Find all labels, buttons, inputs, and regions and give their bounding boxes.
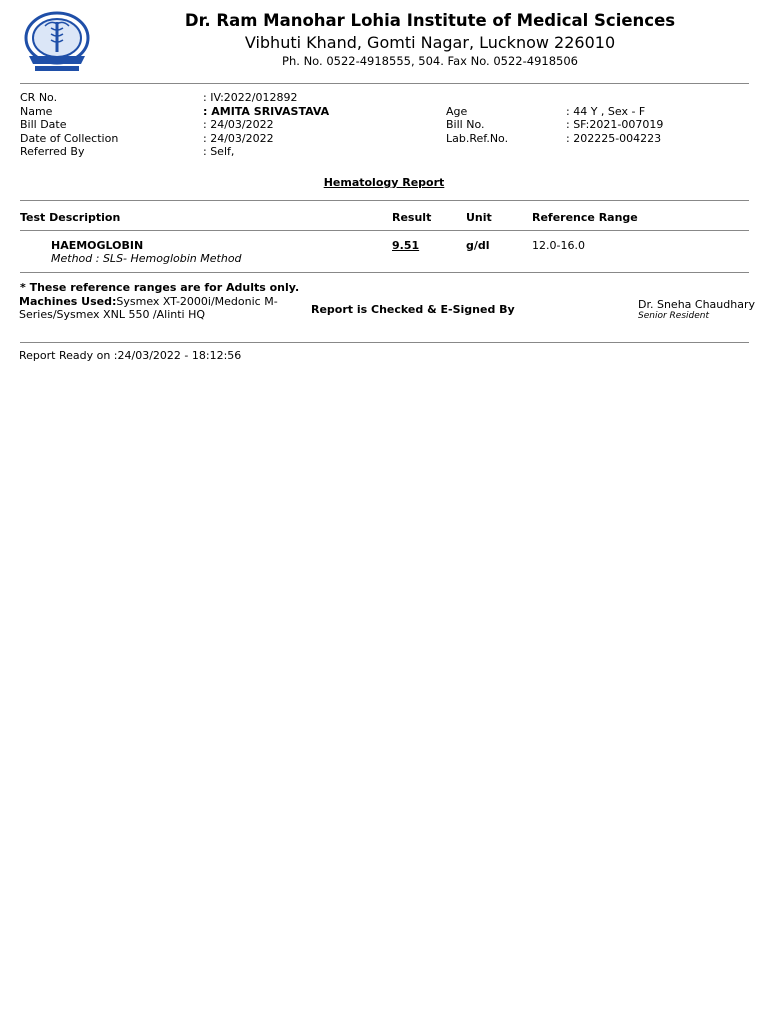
age-label: Age [446,104,468,118]
bill-no-value: : SF:2021-007019 [566,118,664,132]
referred-by-value: : Self, [203,145,235,159]
header-divider [20,83,749,84]
lab-ref-label: Lab.Ref.No. [446,131,509,145]
footer-divider [20,342,749,343]
bill-date-value: : 24/03/2022 [203,118,274,132]
patient-info-right-labels [446,105,508,146]
test-reference-range: 12.0-16.0 [532,239,585,252]
cr-no-label: CR No. [20,91,58,104]
institute-address: Vibhuti Khand, Gomti Nagar, Lucknow 226010 [244,33,616,52]
institute-emblem-icon [21,10,93,74]
test-name: HAEMOGLOBIN [51,239,144,252]
patient-info-left-labels [20,91,118,159]
institute-name: Dr. Ram Manohar Lohia Institute of Medical Sciences [184,11,676,30]
bill-date-label: Bill Date [20,118,67,132]
name-label: Name [20,104,53,118]
doctor-name: Dr. Sneha Chaudhary [638,298,755,311]
institute-header [130,10,730,69]
column-header-result: Result [392,211,432,224]
column-header-description: Test Description [20,211,121,224]
column-header-range: Reference Range [532,211,638,224]
referred-by-label: Referred By [20,145,85,159]
test-result-value: 9.51 [392,239,420,252]
patient-info-left-values [203,91,329,159]
collection-date-label: Date of Collection [20,131,119,145]
test-unit: g/dl [466,239,490,252]
machines-value: Sysmex XT-2000i/Medonic M-Series/Sysmex XNL 550 /Alinti HQ [19,295,278,321]
lab-ref-value: : 202225-004223 [566,131,662,145]
report-ready-timestamp: Report Ready on :24/03/2022 - 18:12:56 [19,349,242,362]
patient-name-value: : AMITA SRIVASTAVA [203,104,330,118]
checked-signed-text: Report is Checked & E-Signed By [311,303,515,316]
doctor-designation: Senior Resident [638,311,709,321]
column-header-unit: Unit [466,211,492,224]
patient-info-right-values [566,105,663,146]
institute-phone: Ph. No. 0522-4918555, 504. Fax No. 0522-4918506 [282,54,578,68]
table-header-divider [20,230,749,231]
table-bottom-divider [20,272,749,273]
cr-no-value: : IV:2022/012892 [203,91,298,104]
table-top-divider [20,200,749,201]
bill-no-label: Bill No. [446,118,485,132]
test-method: Method : SLS- Hemoglobin Method [51,252,242,265]
machines-used [19,295,289,321]
report-title: Hematology Report [323,176,445,189]
adult-range-note: * These reference ranges are for Adults only. [20,281,300,294]
collection-date-value: : 24/03/2022 [203,131,274,145]
machines-label: Machines Used: [19,295,117,308]
age-sex-value: : 44 Y , Sex - F [566,104,646,118]
